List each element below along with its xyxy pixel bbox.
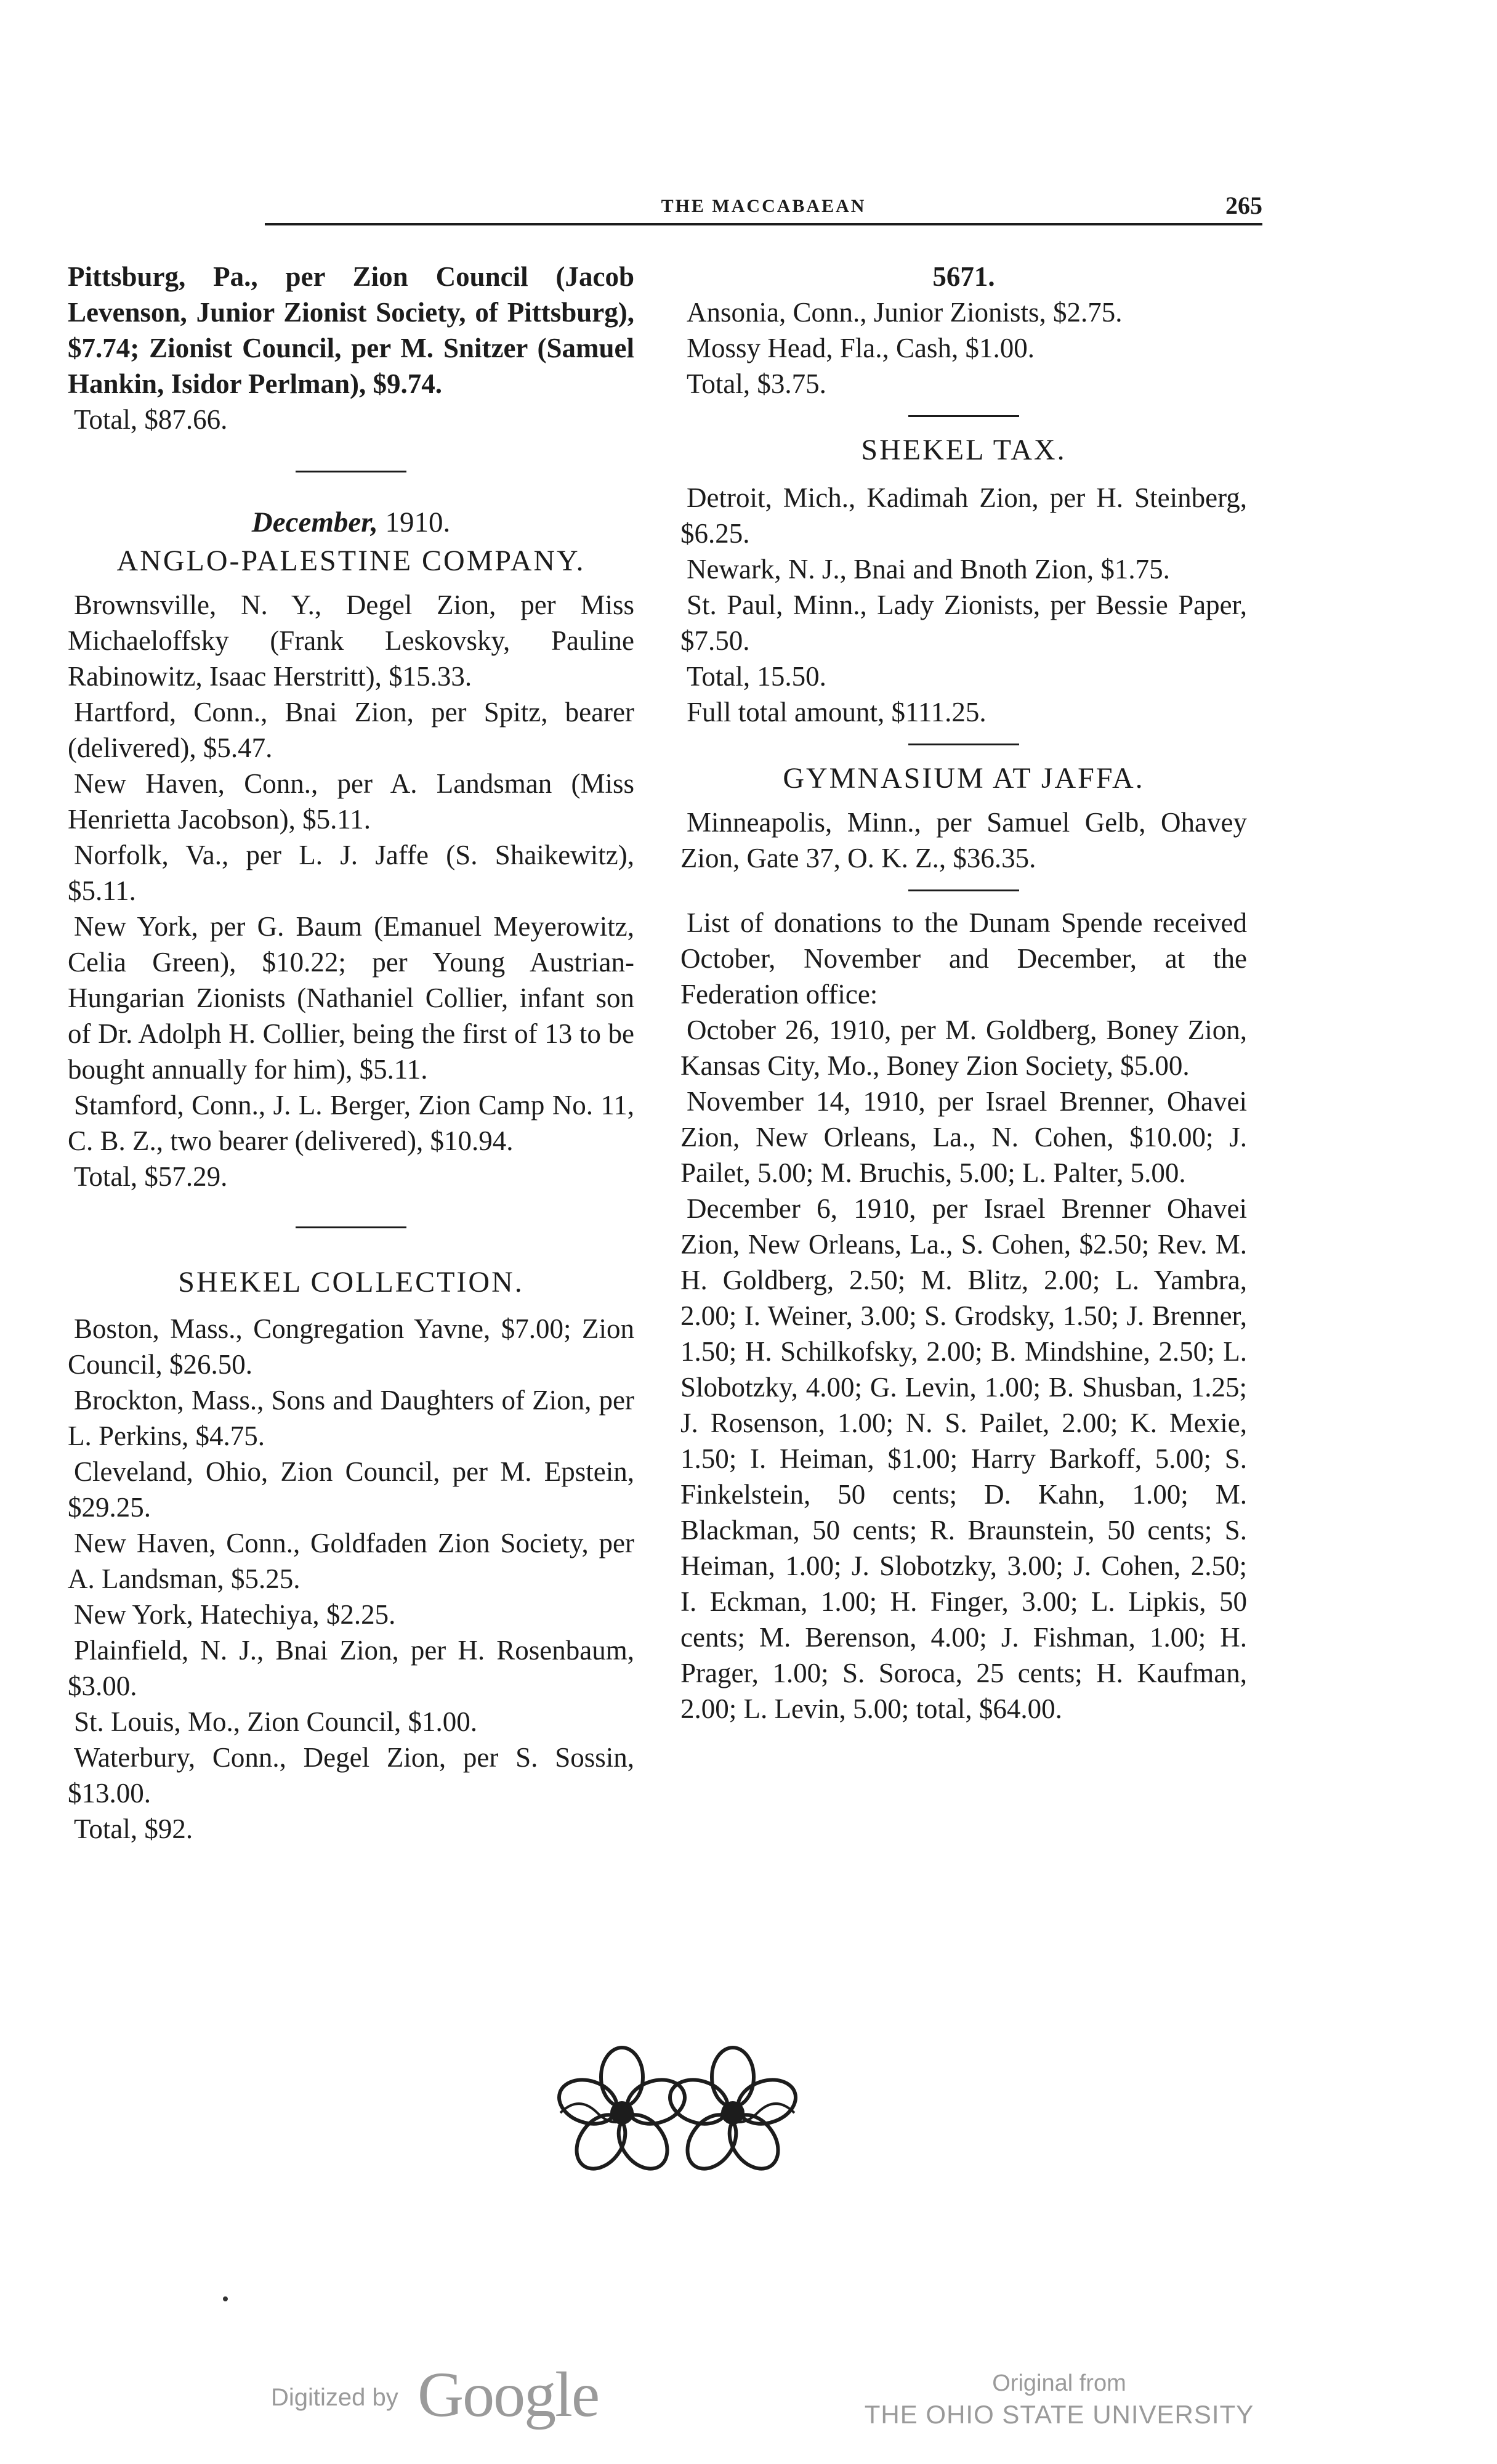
shekel-tax-entry: Newark, N. J., Bnai and Bnoth Zion, $1.75. [687,554,1170,585]
original-from-watermark [844,2369,1275,2431]
shekel-collection-entry: Brockton, Mass., Sons and Daughters of Zion, per L. Perkins, $4.75. [68,1385,634,1451]
gymnasium-entry: Minneapolis, Minn., per Samuel Gelb, Ohavey Zion, Gate 37, O. K. Z., $36.35. [680,807,1247,873]
shekel-collection-entry: Cleveland, Ohio, Zion Council, per M. Epstein, $29.25. [68,1456,634,1523]
dunam-entry: November 14, 1910, per Israel Brenner, Ohavei Zion, New Orleans, La., N. Cohen, $10.00; J. Pailet, 5.00; M. Bruchis, 5.00; L. Palter, 5.00. [680,1086,1247,1188]
date-year: 1910. [385,506,451,538]
shekel-collection-heading: SHEKEL COLLECTION. [178,1266,524,1299]
right-column [680,259,1247,1727]
anglo-entry: New Haven, Conn., per A. Landsman (Miss Henrietta Jacobson), $5.11. [68,768,634,835]
full-total: Full total amount, $111.25. [687,697,987,727]
shekel-tax-total: Total, 15.50. [687,661,826,692]
google-logo: Google [418,2359,599,2430]
pittsburg-total: Total, $87.66. [74,404,228,435]
shekel-collection-entry: New Haven, Conn., Goldfaden Zion Society, per A. Landsman, $5.25. [68,1528,634,1594]
running-header [265,192,1262,222]
university-name: THE OHIO STATE UNIVERSITY [864,2400,1254,2429]
dunam-intro: List of donations to the Dunam Spende received October, November and December, at the Federation office: [680,907,1247,1010]
stray-mark [223,2296,228,2301]
shekel-tax-heading: SHEKEL TAX. [861,434,1067,466]
anglo-palestine-heading: ANGLO-PALESTINE COMPANY. [116,545,586,577]
shekel-collection-entry: St. Louis, Mo., Zion Council, $1.00. [74,1706,478,1737]
anglo-entry: Norfolk, Va., per L. J. Jaffe (S. Shaikewitz), $5.11. [68,840,634,906]
original-from-text: Original from [992,2370,1126,2396]
anglo-entry: Hartford, Conn., Bnai Zion, per Spitz, bearer (delivered), $5.47. [68,697,634,763]
anglo-entry: Stamford, Conn., J. L. Berger, Zion Camp No. 11, C. B. Z., two bearer (delivered), $10.94. [68,1090,634,1156]
top-entry: Mossy Head, Fla., Cash, $1.00. [687,333,1035,363]
section-divider [908,744,1019,745]
anglo-entry: Brownsville, N. Y., Degel Zion, per Miss Michaeloffsky (Frank Leskovsky, Pauline Rabinowitz, Isaac Herstritt), $15.33. [68,590,634,692]
shekel-collection-entry: New York, Hatechiya, $2.25. [74,1599,396,1630]
top-total: Total, $3.75. [687,368,826,399]
section-divider [296,471,406,472]
section-divider [908,890,1019,891]
date-heading [68,503,634,541]
running-title: THE MACCABAEAN [661,196,866,216]
shekel-collection-entry: Plainfield, N. J., Bnai Zion, per H. Rosenbaum, $3.00. [68,1635,634,1701]
section-divider [908,415,1019,417]
digitized-by-watermark [271,2358,640,2430]
year-number: 5671. [932,261,995,292]
anglo-entry: New York, per G. Baum (Emanuel Meyerowitz, Celia Green), $10.22; per Young Austrian-Hungarian Zionists (Nathaniel Collier, infant son of Dr. Adolph H. Collier, being the first of 13 to be bought annually for him), $5.11. [68,911,634,1085]
shekel-collection-entry: Boston, Mass., Congregation Yavne, $7.00; Zion Council, $26.50. [68,1313,634,1380]
section-divider [296,1226,406,1228]
shekel-collection-total: Total, $92. [74,1814,193,1844]
left-column [68,259,634,1847]
shekel-tax-entry: St. Paul, Minn., Lady Zionists, per Bessie Paper, $7.50. [680,590,1247,656]
dunam-entry: October 26, 1910, per M. Goldberg, Boney Zion, Kansas City, Mo., Boney Zion Society, $5.00. [680,1015,1247,1081]
top-entry: Ansonia, Conn., Junior Zionists, $2.75. [687,297,1123,328]
shekel-tax-entry: Detroit, Mich., Kadimah Zion, per H. Steinberg, $6.25. [680,482,1247,549]
pittsburg-entry: Pittsburg, Pa., per Zion Council (Jacob Levenson, Junior Zionist Society, of Pittsburg), $7.74; Zionist Council, per M. Snitzer (Samuel Hankin, Isidor Perlman), $9.74. [68,261,634,399]
anglo-total: Total, $57.29. [74,1161,228,1192]
page-number: 265 [1225,192,1262,219]
gymnasium-heading: GYMNASIUM AT JAFFA. [783,762,1145,795]
date-month: December, [251,506,378,538]
digitized-by-text: Digitized by [271,2384,398,2411]
dunam-entry: December 6, 1910, per Israel Brenner Ohavei Zion, New Orleans, La., S. Cohen, $2.50; Rev. M. H. Goldberg, 2.50; M. Blitz, 2.00; L. Yambra, 2.00; I. Weiner, 3.00; S. Grodsky, 1.50; J. Brenner, 1.50; H. Schilkofsky, 2.00; B. Mindshine, 2.50; L. Slobotzky, 4.00; G. Levin, 1.00; B. Shusban, 1.25; J. Rosenson, 1.00; N. S. Pailet, 2.00; K. Mexie, 1.50; I. Heiman, $1.00; Harry Barkoff, 5.00; S. Finkelstein, 50 cents; D. Kahn, 1.00; M. Blackman, 50 cents; R. Braunstein, 50 cents; S. Heiman, 1.00; J. Slobotzky, 3.00; J. Cohen, 2.50; I. Eckman, 1.00; H. Finger, 3.00; L. Lipkis, 50 cents; M. Berenson, 4.00; J. Fishman, 1.00; H. Prager, 1.00; S. Soroca, 25 cents; H. Kaufman, 2.00; L. Levin, 5.00; total, $64.00. [680,1193,1247,1724]
shekel-collection-entry: Waterbury, Conn., Degel Zion, per S. Sossin, $13.00. [68,1742,634,1809]
header-rule [265,223,1262,225]
floral-ornament [542,2027,813,2199]
